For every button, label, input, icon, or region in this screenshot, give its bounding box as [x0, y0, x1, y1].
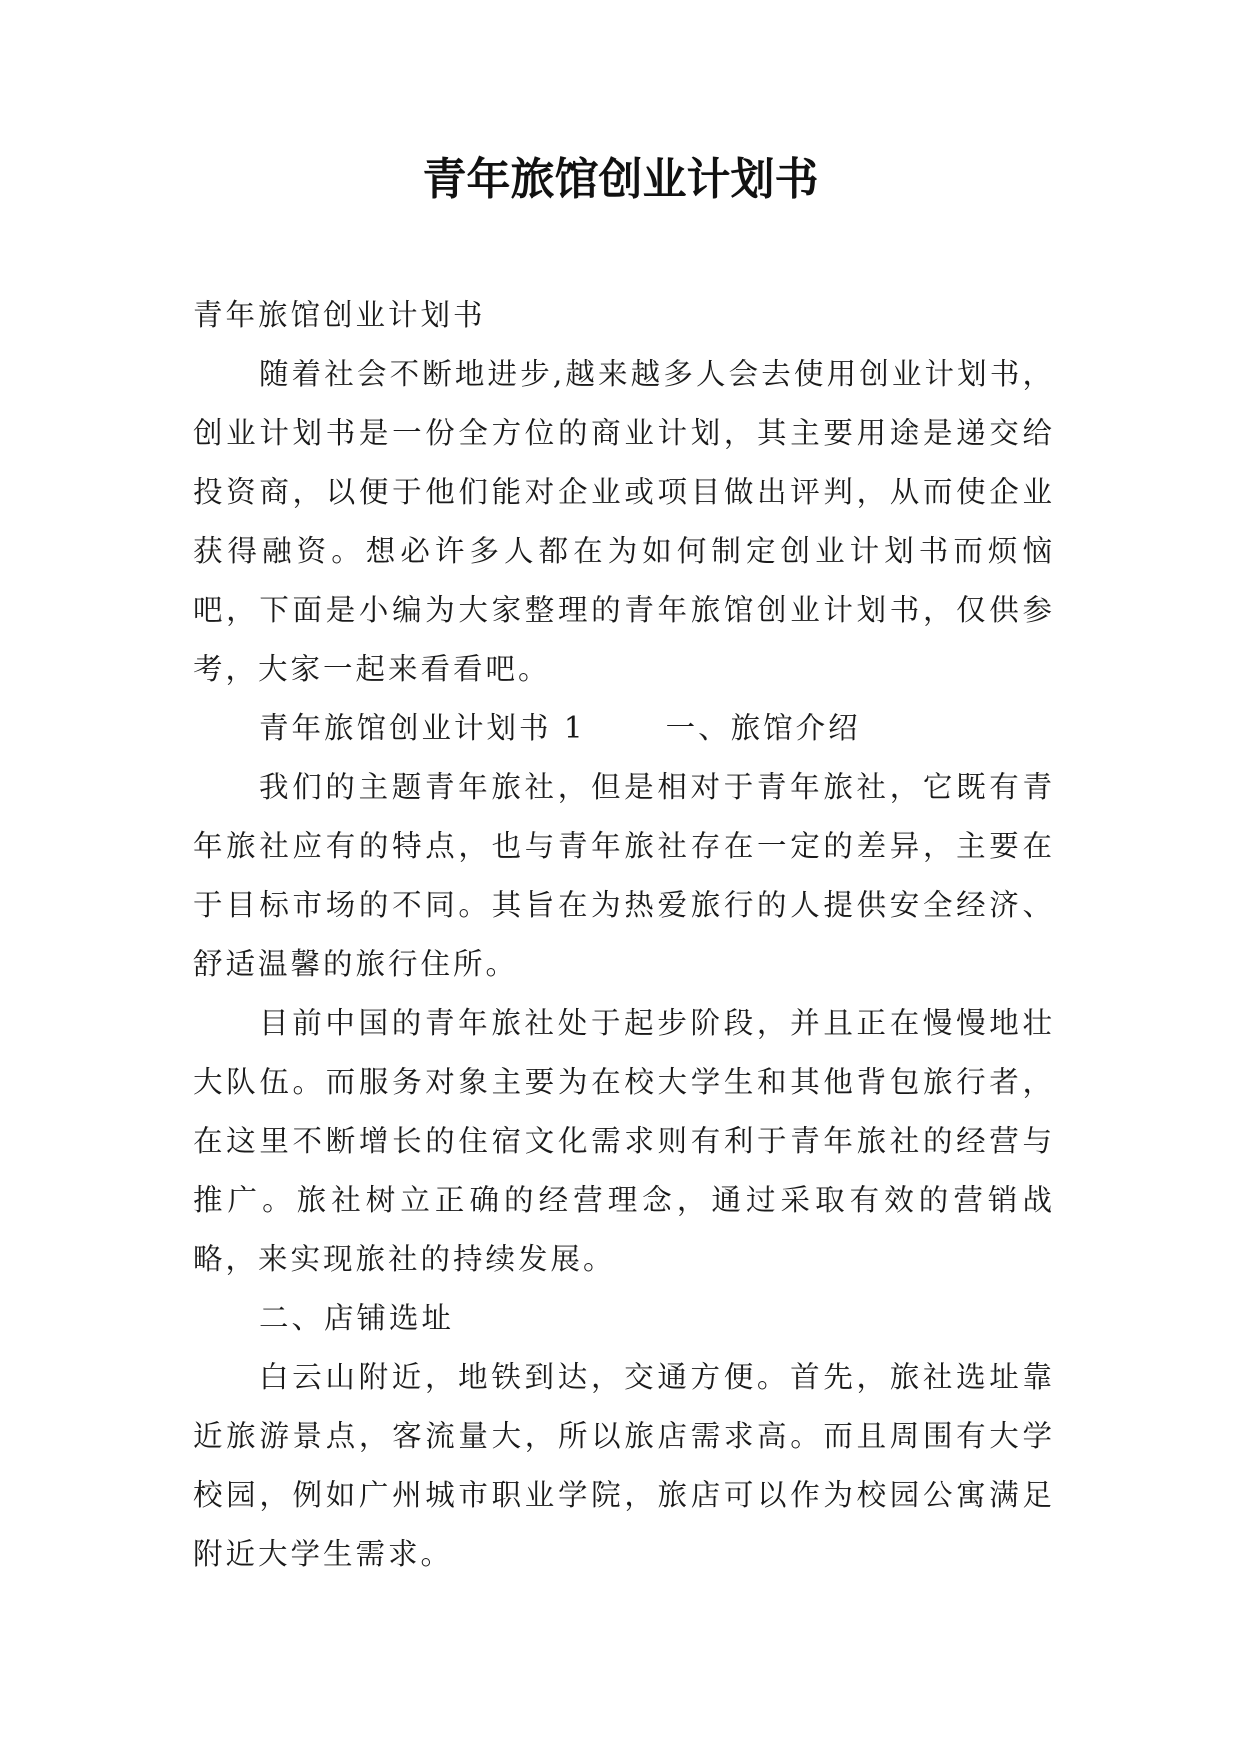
plan-heading: 青年旅馆创业计划书 1	[259, 711, 586, 745]
document-body	[193, 286, 1055, 1584]
section1-paragraph-1: 我们的主题青年旅社，但是相对于青年旅社，它既有青年旅社应有的特点，也与青年旅社存在一定的差异，主要在于目标市场的不同。其旨在为热爱旅行的人提供安全经济、舒适温馨的旅行住所。	[193, 770, 1055, 981]
section2-heading: 二、店铺选址	[259, 1301, 455, 1335]
plan-heading-line	[193, 699, 1055, 758]
section2-paragraph-1: 白云山附近，地铁到达，交通方便。首先，旅社选址靠近旅游景点，客流量大，所以旅店需求高。而且周围有大学校园，例如广州城市职业学院，旅店可以作为校园公寓满足附近大学生需求。	[193, 1360, 1055, 1571]
document-title: 青年旅馆创业计划书	[422, 154, 819, 205]
document-subtitle: 青年旅馆创业计划书	[193, 298, 486, 332]
section1-heading: 一、旅馆介绍	[665, 711, 861, 745]
section1-paragraph-2: 目前中国的青年旅社处于起步阶段，并且正在慢慢地壮大队伍。而服务对象主要为在校大学生和其他背包旅行者，在这里不断增长的住宿文化需求则有利于青年旅社的经营与推广。旅社树立正确的经营理念，通过采取有效的营销战略，来实现旅社的持续发展。	[193, 1006, 1055, 1276]
intro-paragraph: 随着社会不断地进步,越来越多人会去使用创业计划书，创业计划书是一份全方位的商业计划，其主要用途是递交给投资商，以便于他们能对企业或项目做出评判，从而使企业获得融资。想必许多人都在为如何制定创业计划书而烦恼吧，下面是小编为大家整理的青年旅馆创业计划书，仅供参考，大家一起来看看吧。	[193, 357, 1055, 686]
